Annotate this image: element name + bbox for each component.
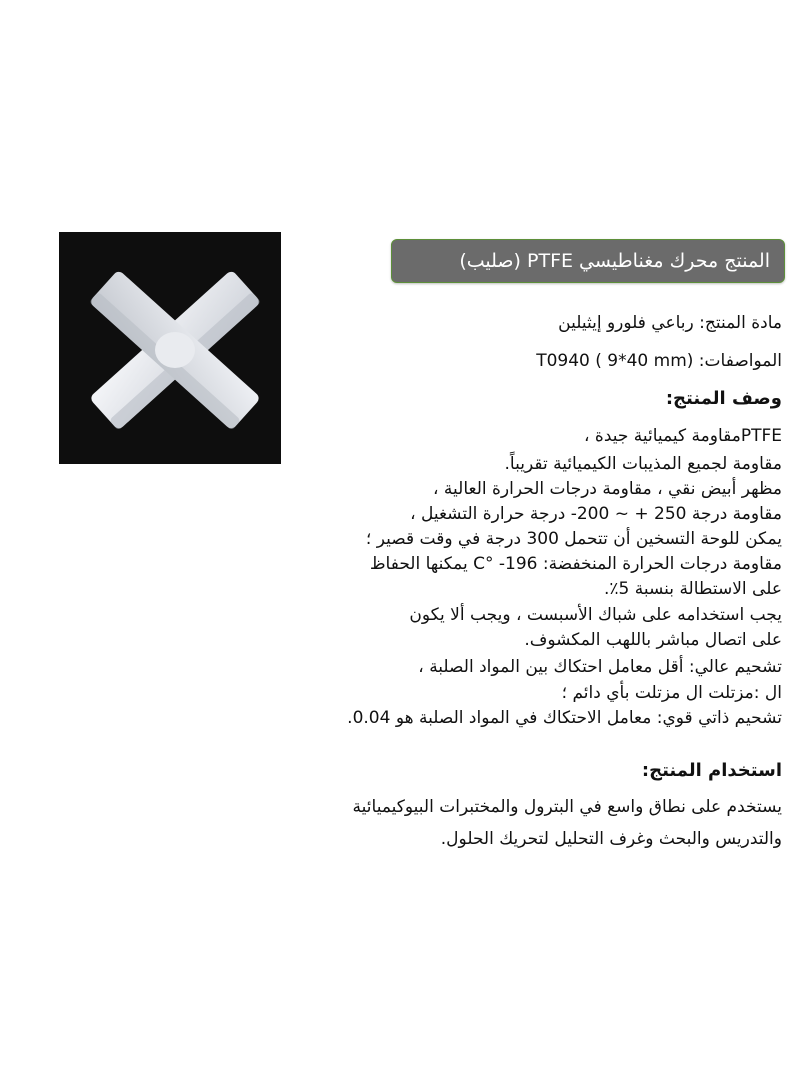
description-line: مقاومة لجميع المذيبات الكيميائية تقريباً. <box>504 454 782 474</box>
description-line: يجب استخدامه على شباك الأسبست ، ويجب ألا يكون <box>409 605 782 625</box>
description-line: تشحيم عالي: أقل معامل احتكاك بين المواد الصلبة ، <box>418 657 782 677</box>
product-photo <box>59 232 281 464</box>
description-line: مظهر أبيض نقي ، مقاومة درجات الحرارة العالية ، <box>433 479 782 499</box>
description-line: PTFEمقاومة كيميائية جيدة ، <box>584 426 782 446</box>
material-spec: مادة المنتج: رباعي فلورو إيثيلين <box>558 313 782 333</box>
description-line: على اتصال مباشر باللهب المكشوف. <box>524 630 782 650</box>
usage-line: يستخدم على نطاق واسع في البترول والمختبرات البيوكيميائية <box>352 797 782 817</box>
model-spec: المواصفات: T0940 ( 9*40 mm) <box>536 351 782 371</box>
description-line: تشحيم ذاتي قوي: معامل الاحتكاك في المواد الصلبة هو 0.04. <box>347 708 782 728</box>
description-line: ال :مزتلت ال مزتلت بأي دائم ؛ <box>561 683 782 703</box>
usage-line: والتدريس والبحث وغرف التحليل لتحريك الحلول. <box>440 829 782 849</box>
description-line: يمكن للوحة التسخين أن تتحمل 300 درجة في وقت قصير ؛ <box>365 529 782 549</box>
description-line: على الاستطالة بنسبة 5٪. <box>603 579 782 599</box>
description-line: مقاومة درجات الحرارة المنخفضة: 196- °C يمكنها الحفاظ <box>369 554 782 574</box>
cross-stir-bar-icon <box>59 232 281 464</box>
description-line: مقاومة درجة 250 + ~ 200- درجة حرارة التشغيل ، <box>410 504 782 524</box>
product-title-banner: المنتج محرك مغناطيسي PTFE (صليب) <box>391 239 785 283</box>
usage-heading: استخدام المنتج: <box>641 760 782 781</box>
description-heading: وصف المنتج: <box>665 388 782 409</box>
